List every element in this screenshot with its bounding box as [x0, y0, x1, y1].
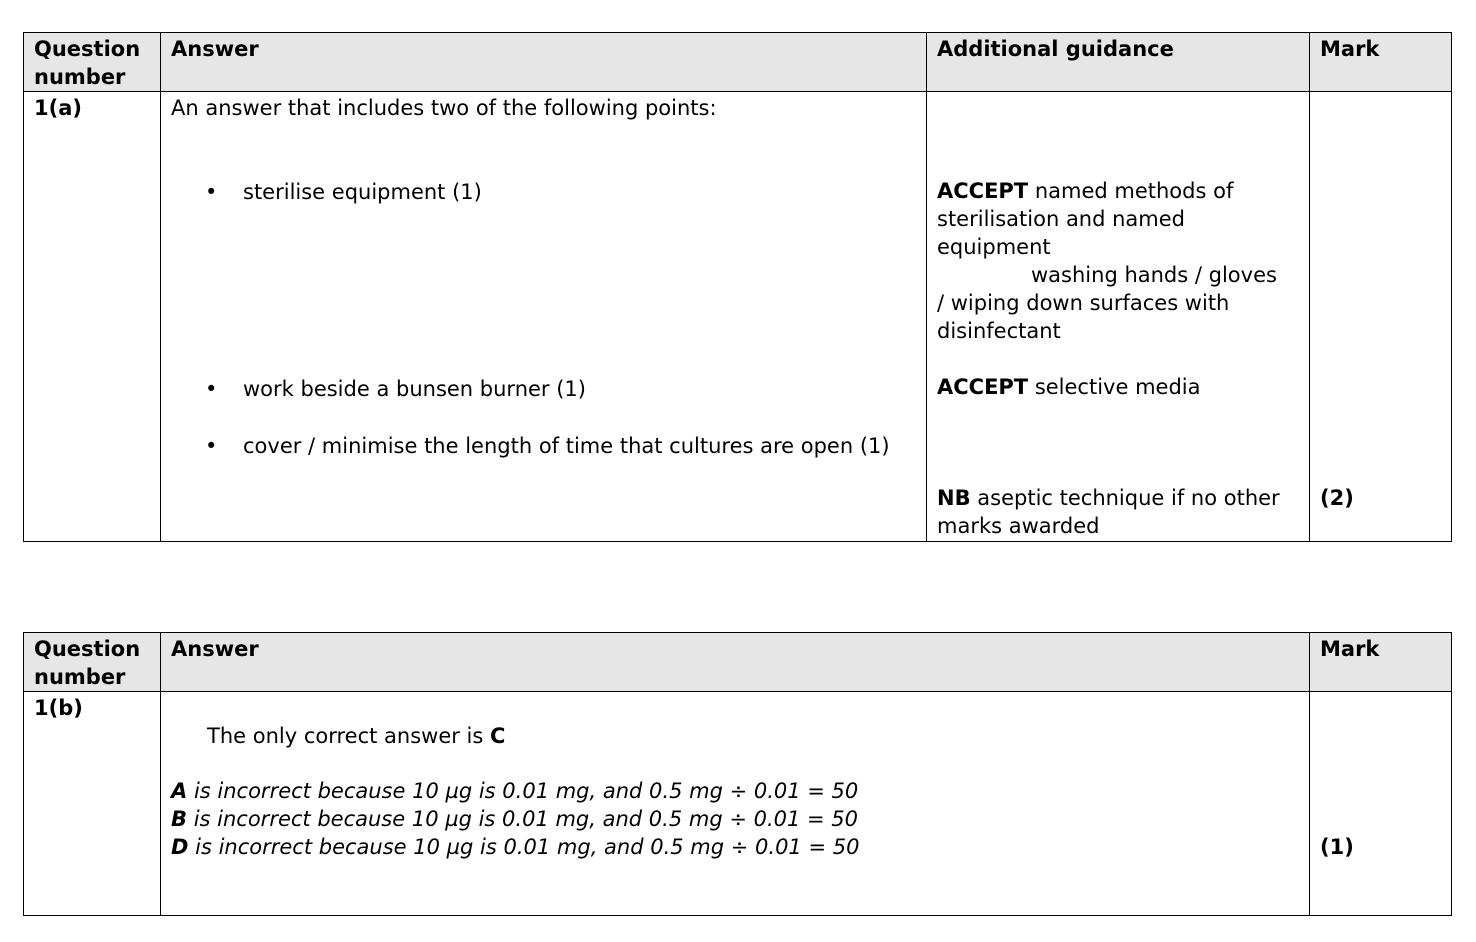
explanation-list [171, 777, 859, 861]
bullet-icon: • [205, 377, 218, 401]
answer-point: cover / minimise the length of time that cultures are open (1) [243, 434, 890, 458]
table-header-row [24, 633, 1452, 692]
explanation-line: B is incorrect because 10 µg is 0.01 mg, and 0.5 mg ÷ 0.01 = 50 [171, 807, 859, 831]
mark-value: (1) [1320, 835, 1354, 859]
mark-scheme-table-1a [23, 32, 1452, 542]
header-answer: Answer [161, 33, 927, 92]
answer-point: work beside a bunsen burner (1) [243, 377, 586, 401]
header-question-number: Question number [24, 633, 161, 692]
correct-answer: The only correct answer is C [207, 724, 506, 748]
mark-value: (2) [1320, 486, 1354, 510]
header-answer: Answer [161, 633, 1310, 692]
bullet-icon: • [205, 434, 218, 458]
explanation-line: D is incorrect because 10 µg is 0.01 mg, and 0.5 mg ÷ 0.01 = 50 [171, 835, 860, 859]
answer-point: sterilise equipment (1) [243, 180, 482, 204]
mark-cell [1310, 692, 1452, 916]
table-row [24, 692, 1452, 916]
header-question-number: Question number [24, 33, 161, 92]
bullet-icon: • [205, 180, 218, 204]
answer-cell [161, 92, 927, 542]
explanation-line: A is incorrect because 10 µg is 0.01 mg, and 0.5 mg ÷ 0.01 = 50 [171, 779, 859, 803]
table-row [24, 92, 1452, 542]
question-number: 1(a) [24, 92, 161, 542]
table-header-row [24, 33, 1452, 92]
guidance-note: ACCEPT selective media [937, 375, 1201, 399]
answer-cell [161, 692, 1310, 916]
guidance-cell [927, 92, 1310, 542]
guidance-note: NB aseptic technique if no other marks awarded [937, 486, 1280, 538]
guidance-note: ACCEPT named methods of sterilisation and named equipment [937, 179, 1234, 259]
header-additional-guidance: Additional guidance [927, 33, 1310, 92]
header-mark: Mark [1310, 633, 1452, 692]
mark-cell [1310, 92, 1452, 542]
mark-scheme-table-1b [23, 632, 1452, 916]
answer-intro: An answer that includes two of the following points: [171, 96, 717, 120]
question-number: 1(b) [24, 692, 161, 916]
guidance-note: washing hands / gloves / wiping down surfaces with disinfectant [937, 263, 1277, 343]
header-mark: Mark [1310, 33, 1452, 92]
